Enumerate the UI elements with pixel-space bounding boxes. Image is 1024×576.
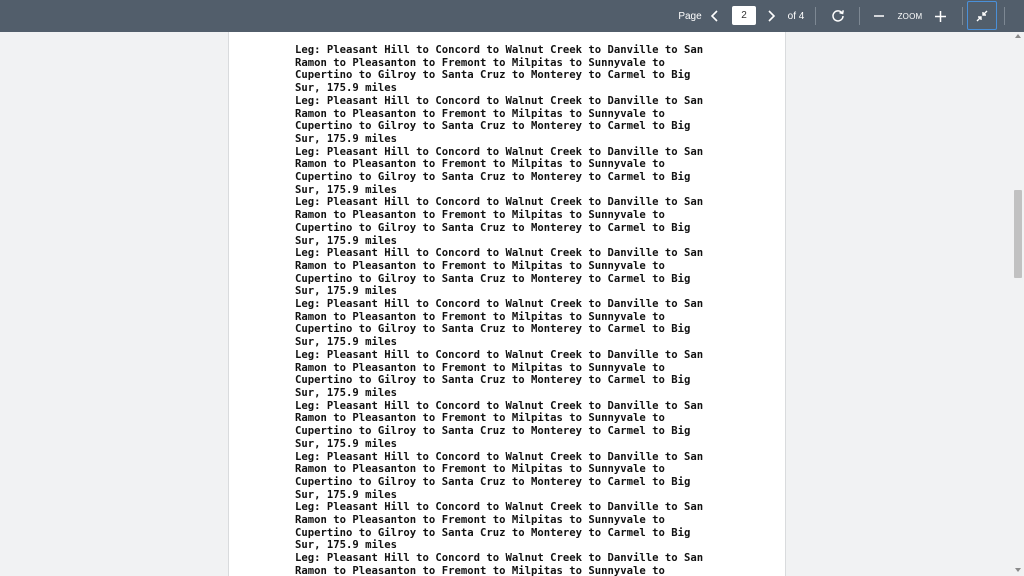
toolbar-divider <box>1004 7 1005 25</box>
zoom-out-button[interactable] <box>870 0 888 32</box>
page-label: Page <box>678 10 702 22</box>
document-line: Ramon to Pleasanton to Fremont to Milpitas to Sunnyvale to <box>295 158 665 171</box>
rotate-icon <box>831 9 845 23</box>
page-count-label: of 4 <box>787 10 805 22</box>
document-line: Ramon to Pleasanton to Fremont to Milpitas to Sunnyvale to <box>295 310 665 323</box>
document-line: Leg: Pleasant Hill to Concord to Walnut Creek to Danville to San <box>295 399 704 412</box>
document-line: Cupertino to Gilroy to Santa Cruz to Monterey to Carmel to Big <box>295 526 691 539</box>
document-line: Sur, 175.9 miles <box>295 82 398 95</box>
document-line: Leg: Pleasant Hill to Concord to Walnut Creek to Danville to San <box>295 196 704 209</box>
document-line: Leg: Pleasant Hill to Concord to Walnut Creek to Danville to San <box>295 44 704 56</box>
chevron-right-icon <box>766 10 776 22</box>
document-line: Ramon to Pleasanton to Fremont to Milpitas to Sunnyvale to <box>295 361 665 374</box>
exit-fullscreen-button[interactable] <box>967 1 997 30</box>
toolbar-divider <box>815 7 816 25</box>
document-line: Leg: Pleasant Hill to Concord to Walnut Creek to Danville to San <box>295 501 704 514</box>
document-line: Leg: Pleasant Hill to Concord to Walnut Creek to Danville to San <box>295 145 704 158</box>
document-line: Sur, 175.9 miles <box>295 183 398 196</box>
document-line: Sur, 175.9 miles <box>295 132 398 145</box>
document-line: Leg: Pleasant Hill to Concord to Walnut Creek to Danville to San <box>295 94 704 107</box>
document-line: Leg: Pleasant Hill to Concord to Walnut Creek to Danville to San <box>295 247 704 260</box>
document-line: Cupertino to Gilroy to Santa Cruz to Monterey to Carmel to Big <box>295 69 691 82</box>
document-line: Leg: Pleasant Hill to Concord to Walnut Creek to Danville to San <box>295 348 704 361</box>
document-page <box>228 32 786 576</box>
document-line: Cupertino to Gilroy to Santa Cruz to Monterey to Carmel to Big <box>295 425 691 438</box>
document-line: Ramon to Pleasanton to Fremont to Milpitas to Sunnyvale to <box>295 107 665 120</box>
document-line: Leg: Pleasant Hill to Concord to Walnut Creek to Danville to San <box>295 450 704 463</box>
document-line: Cupertino to Gilroy to Santa Cruz to Monterey to Carmel to Big <box>295 374 691 387</box>
document-line: Leg: Pleasant Hill to Concord to Walnut Creek to Danville to San <box>295 298 704 311</box>
document-line: Sur, 175.9 miles <box>295 539 398 552</box>
document-line: Ramon to Pleasanton to Fremont to Milpitas to Sunnyvale to <box>295 564 665 576</box>
document-line: Cupertino to Gilroy to Santa Cruz to Monterey to Carmel to Big <box>295 272 691 285</box>
document-line: Sur, 175.9 miles <box>295 437 398 450</box>
collapse-icon <box>976 10 988 22</box>
document-line: Sur, 175.9 miles <box>295 488 398 501</box>
document-line: Sur, 175.9 miles <box>295 386 398 399</box>
zoom-in-button[interactable] <box>930 0 950 32</box>
pdf-toolbar <box>0 0 1024 32</box>
document-line: Cupertino to Gilroy to Santa Cruz to Monterey to Carmel to Big <box>295 475 691 488</box>
document-line: Leg: Pleasant Hill to Concord to Walnut Creek to Danville to San <box>295 552 704 565</box>
vertical-scrollbar[interactable] <box>1012 32 1024 576</box>
scroll-down-arrow-icon[interactable] <box>1015 568 1021 572</box>
document-line: Sur, 175.9 miles <box>295 285 398 298</box>
document-viewer[interactable] <box>0 32 1024 576</box>
zoom-label: ZOOM <box>897 11 923 21</box>
document-line: Ramon to Pleasanton to Fremont to Milpitas to Sunnyvale to <box>295 412 665 425</box>
document-line: Ramon to Pleasanton to Fremont to Milpitas to Sunnyvale to <box>295 259 665 272</box>
document-line: Cupertino to Gilroy to Santa Cruz to Monterey to Carmel to Big <box>295 221 691 234</box>
toolbar-divider <box>859 7 860 25</box>
page-text-content <box>295 44 735 576</box>
document-line: Cupertino to Gilroy to Santa Cruz to Monterey to Carmel to Big <box>295 323 691 336</box>
document-line: Cupertino to Gilroy to Santa Cruz to Monterey to Carmel to Big <box>295 171 691 184</box>
document-line: Sur, 175.9 miles <box>295 234 398 247</box>
rotate-button[interactable] <box>826 0 850 32</box>
previous-page-button[interactable] <box>706 0 724 32</box>
plus-icon <box>935 11 946 22</box>
scroll-up-arrow-icon[interactable] <box>1015 34 1021 38</box>
toolbar-divider <box>962 7 963 25</box>
scrollbar-thumb[interactable] <box>1014 190 1022 278</box>
document-line: Ramon to Pleasanton to Fremont to Milpitas to Sunnyvale to <box>295 209 665 222</box>
chevron-left-icon <box>710 10 720 22</box>
document-line: Sur, 175.9 miles <box>295 336 398 349</box>
next-page-button[interactable] <box>762 0 780 32</box>
document-line: Cupertino to Gilroy to Santa Cruz to Monterey to Carmel to Big <box>295 120 691 133</box>
document-line: Ramon to Pleasanton to Fremont to Milpitas to Sunnyvale to <box>295 56 665 69</box>
minus-icon <box>874 11 884 21</box>
page-number-input[interactable] <box>732 6 756 25</box>
document-line: Ramon to Pleasanton to Fremont to Milpitas to Sunnyvale to <box>295 463 665 476</box>
document-line: Ramon to Pleasanton to Fremont to Milpitas to Sunnyvale to <box>295 514 665 527</box>
